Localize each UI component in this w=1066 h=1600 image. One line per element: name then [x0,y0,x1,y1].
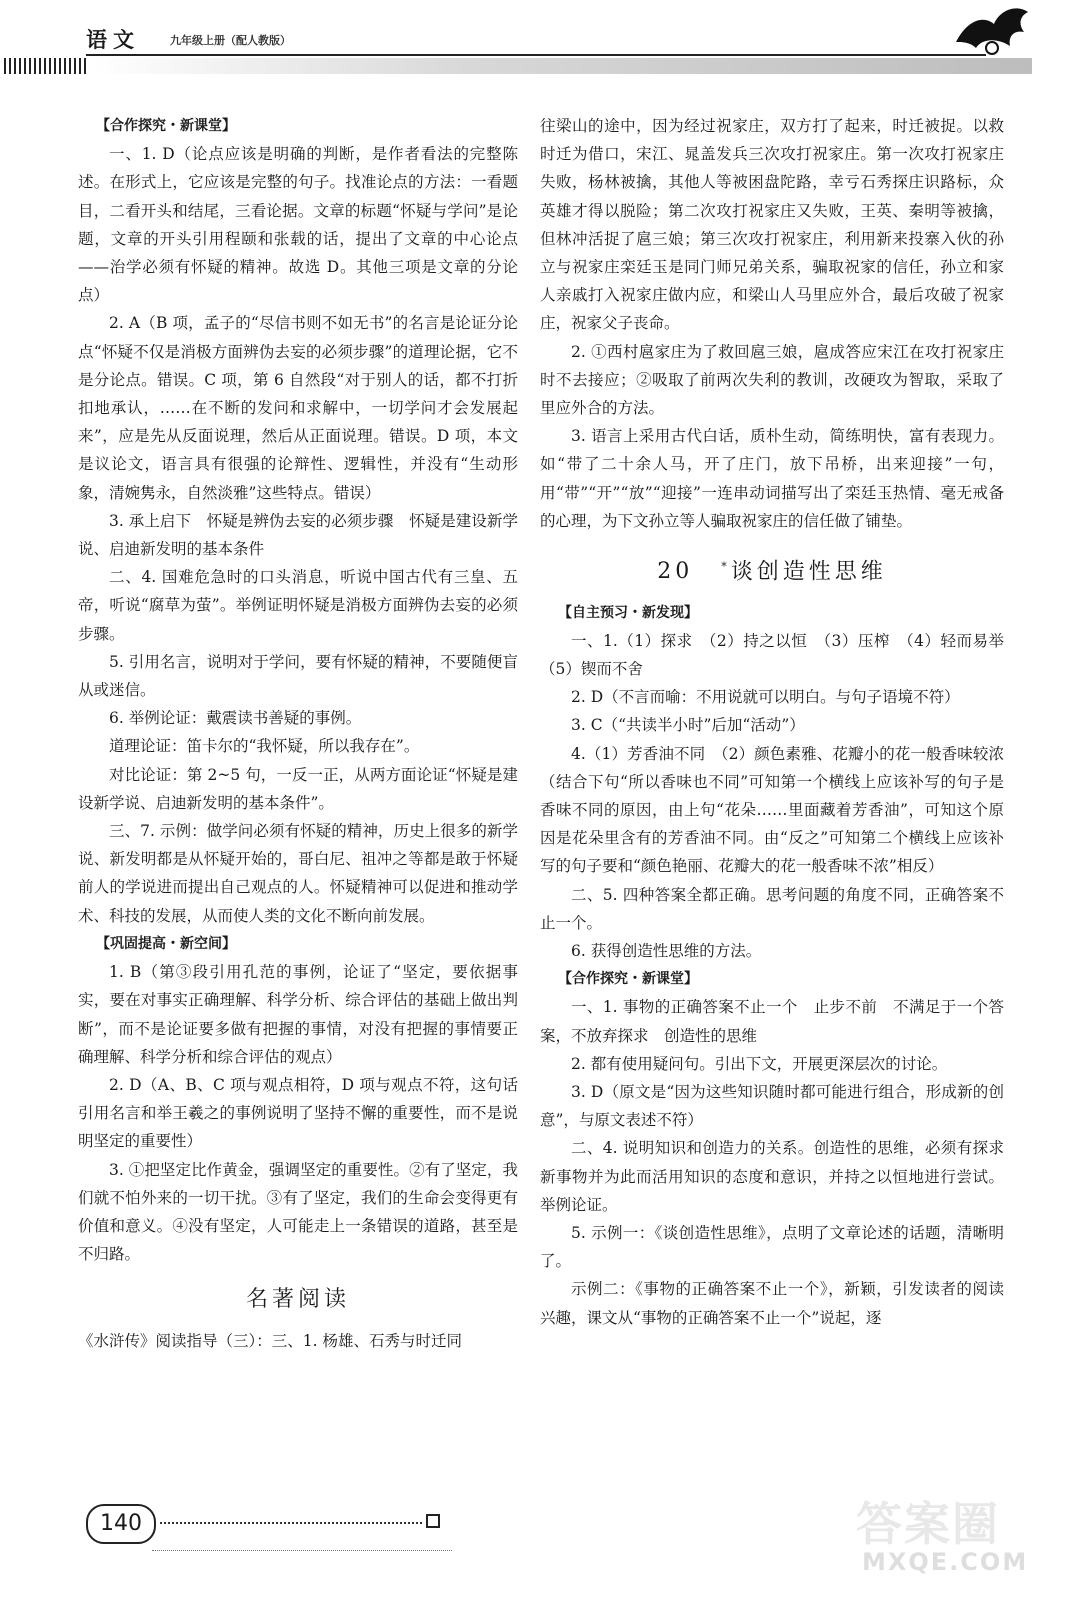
watermark [856,1488,1056,1588]
page-footer [86,1500,446,1560]
answer-paragraph: 4.（1）芳香油不同 （2）颜色素雅、花瓣小的花一般香味较浓（结合下句“所以香味也不同”可知第一个横线上应该补写的句子是香味不同的原因，由上句“花朵……里面藏着芳香油”，可知这个原因是花朵里含有的芳香油不同。由“反之”可知第二个横线上应该补写的句子要和“颜色艳丽、花瓣大的花一般香味不浓”相反） [540,744,1004,876]
answer-paragraph: 2. A（B 项，孟子的“尽信书则不如无书”的名言是论证分论点“怀疑不仅是消极方面辨伪去妄的必须步骤”的道理论据，它不是分论点。错误。C 项，第 6 自然段“对于别人的话，都不打折扣地承认，……在不断的发问和求解中，一切学问才会发展起来”，应是先从反面说理，然后从正面说理。错误。D 项，本文是议论文，语言具有很强的论辩性、逻辑性，并没有“生动形象，清婉隽永，自然淡雅”这些特点。错误） [78,314,518,502]
answer-paragraph: 3. 承上启下 怀疑是辨伪去妄的必须步骤 怀疑是建设新学说、启迪新发明的基本条件 [78,511,518,559]
answer-paragraph: 2. D（A、B、C 项与观点相符，D 项与观点不符，这句话引用名言和举王羲之的事例说明了坚持不懈的重要性，而不是说明坚定的重要性） [78,1075,518,1151]
watermark-logo: 答案圈 [856,1497,1000,1551]
answer-paragraph: 3. C（“共读半小时”后加“活动”） [571,716,805,735]
answer-paragraph: 二、5. 四种答案全都正确。思考问题的角度不同，正确答案不止一个。 [540,885,1004,932]
page-header [0,0,1066,80]
answer-paragraph: 2. 都有使用疑问句。引出下文，开展更深层次的讨论。 [571,1054,948,1073]
answer-paragraph: 道理论证：笛卡尔的“我怀疑，所以我存在”。 [109,737,420,756]
answer-paragraph: 往梁山的途中，因为经过祝家庄，双方打了起来，时迁被捉。以救时迁为借口，宋江、晁盖发兵三次攻打祝家庄。第一次攻打祝家庄失败，杨林被擒，其他人等被困盘陀路，幸亏石秀探庄识路标，众英雄才得以脱险；第二次攻打祝家庄又失败，王英、秦明等被擒，但林冲活捉了扈三娘；第三次攻打祝家庄，利用新来投寨入伙的孙立与祝家庄栾廷玉是同门师兄弟关系，骗取祝家的信任，孙立和家人亲戚打入祝家庄做内应，和梁山人马里应外合，最后攻破了祝家庄，祝家父子丧命。 [540,117,1004,333]
answer-paragraph: 示例二：《事物的正确答案不止一个》，新颖，引发读者的阅读兴趣，课文从“事物的正确答案不止一个”说起，逐 [540,1280,1004,1327]
section-heading: 【巩固提高・新空间】 [96,935,236,952]
grade-label: 九年级上册（配人教版） [170,34,291,47]
header-gradient-band [92,58,1032,74]
footer-square-icon [426,1514,440,1528]
section-title: 名著阅读 [245,1287,350,1313]
answer-paragraph: 6. 举例论证：戴震读书善疑的事例。 [109,709,362,728]
answer-paragraph: 3. 语言上采用古代白话，质朴生动，简练明快，富有表现力。如“带了二十余人马，开了庄门，放下吊桥，出来迎接”一句，用“带”“开”“放”“迎接”一连串动词描写出了栾廷玉热情、毫无戒备的心理，为下文孙立等人骗取祝家庄的信任做了铺垫。 [540,427,1004,530]
answer-paragraph: 《水浒传》阅读指导（三）：三、1. 杨雄、石秀与时迁同 [78,1331,462,1350]
watermark-url: MXQE.COM [862,1548,1029,1576]
answer-paragraph: 5. 引用名言，说明对于学问，要有怀疑的精神，不要随便盲从或迷信。 [78,652,518,700]
subject-title: 语文 [86,27,140,52]
left-column [78,112,518,1355]
answer-paragraph: 一、1. 事物的正确答案不止一个 止步不前 不满足于一个答案，不放弃探求 创造性的思维 [540,998,1004,1045]
answer-paragraph: 二、4. 国难危急时的口头消息，听说中国古代有三皇、五帝，听说“腐草为萤”。举例证明怀疑是消极方面辨伪去妄的必须步骤。 [78,568,518,643]
answer-paragraph: 一、1.（1）探求 （2）持之以恒 （3）压榨 （4）轻而易举 （5）锲而不舍 [540,631,1020,678]
answer-paragraph: 1. B（第③段引用孔范的事例，论证了“坚定，要依据事实，要在对事实正确理解、科学分析、综合评估的基础上做出判断”，而不是论证要多做有把握的事情，对没有把握的事情要正确理解、科学分析和综合评估的观点） [78,963,518,1066]
answer-paragraph: 对比论证：第 2~5 句，一反一正，从两方面论证“怀疑是建设新学说、启迪新发明的基本条件”。 [78,765,518,812]
lesson-number: 20 [657,559,694,585]
right-column [540,112,1020,1332]
cloud-ornament-icon [952,2,1032,58]
lesson-title-text: 谈创造性思维 [730,559,887,585]
page-number: 140 [86,1504,156,1544]
answer-paragraph: 3. ①把坚定比作黄金，强调坚定的重要性。②有了坚定，我们就不怕外来的一切干扰。③有了坚定，我们的生命会变得更有价值和意义。④没有坚定，人可能走上一条错误的道路，甚至是不归路。 [78,1160,518,1264]
header-stripes [4,58,88,74]
footer-thin-line [152,1550,452,1551]
answer-paragraph: 2. ①西村扈家庄为了救回扈三娘，扈成答应宋江在攻打祝家庄时不去接应；②吸取了前两次失利的教训，改硬攻为智取，采取了里应外合的方法。 [540,342,1004,418]
section-heading: 【合作探究・新课堂】 [558,971,698,988]
section-heading: 【自主预习・新发现】 [558,604,698,621]
answer-paragraph: 5. 示例一：《谈创造性思维》，点明了文章论述的话题，清晰明了。 [540,1224,1004,1271]
answer-paragraph: 2. D（不言而喻：不用说就可以明白。与句子语境不符） [571,688,960,707]
answer-paragraph: 6. 获得创造性思维的方法。 [571,942,762,961]
answer-paragraph: 三、7. 示例：做学问必须有怀疑的精神，历史上很多的新学说、新发明都是从怀疑开始的，哥白尼、祖冲之等都是敢于怀疑前人的学说进而提出自己观点的人。怀疑精神可以促进和推动学术、科技的发展，从而使人类的文化不断向前发展。 [78,822,518,925]
answer-paragraph: 3. D（原文是“因为这些知识随时都可能进行组合，形成新的创意”，与原文表述不符） [540,1083,1004,1130]
lesson-title [540,553,1004,587]
answer-paragraph: 二、4. 说明知识和创造力的关系。创造性的思维，必须有探求新事物并为此而活用知识的态度和意识，并持之以恒地进行尝试。举例论证。 [540,1139,1004,1214]
answer-paragraph: 一、1. D（论点应该是明确的判断，是作者看法的完整陈述。在形式上，它应该是完整的句子。找准论点的方法：一看题目，二看开头和结尾，三看论据。文章的标题“怀疑与学问”是论题，文章的开头引用程颐和张载的话，提出了文章的中心论点——治学必须有怀疑的精神。故选 D。其他三项是文章的分论点） [78,145,518,305]
lesson-star: * [721,560,731,574]
footer-dotted-line [160,1522,422,1524]
header-rule [86,54,986,56]
section-heading: 【合作探究・新课堂】 [96,118,236,134]
